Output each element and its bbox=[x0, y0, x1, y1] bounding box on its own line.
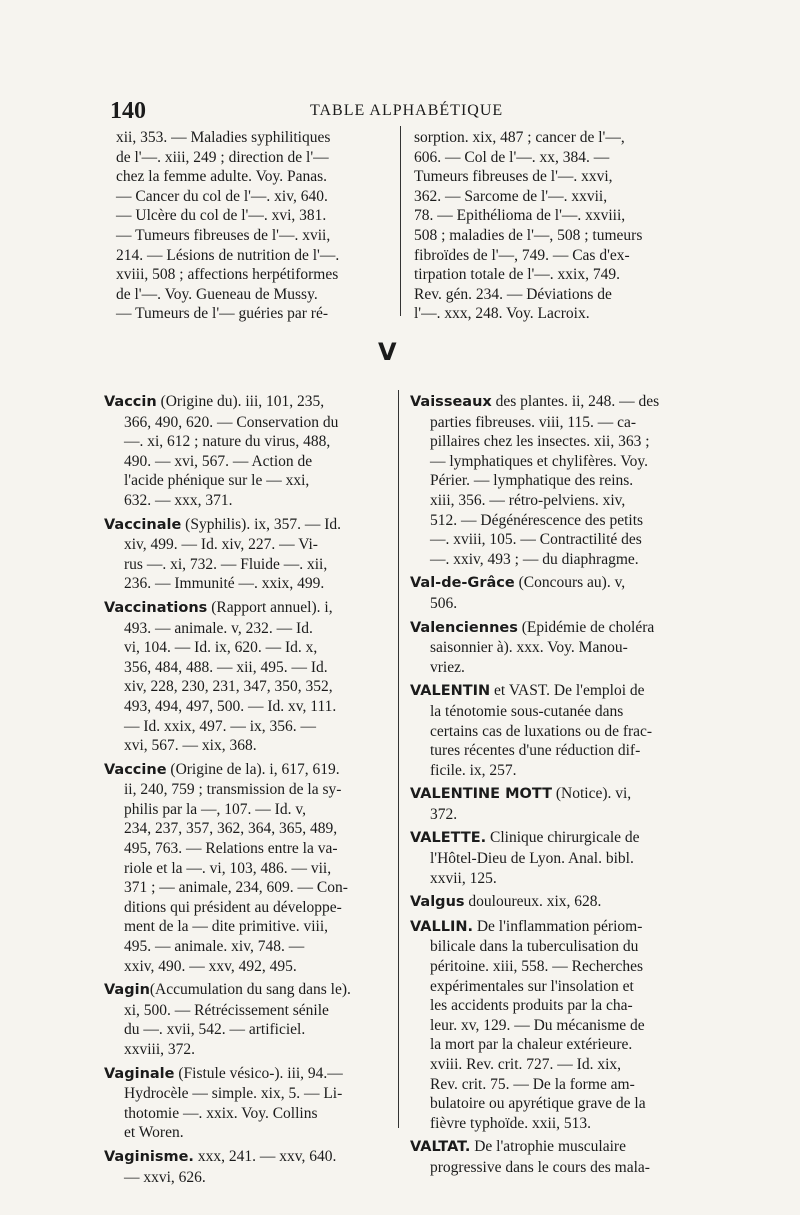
entry-text: bulatoire ou apyrétique grave de la bbox=[430, 1095, 646, 1113]
entry-text: 506. bbox=[430, 594, 458, 612]
entry-text: thotomie —. xxix. Voy. Collins bbox=[124, 1104, 318, 1122]
entry-line bbox=[410, 1075, 659, 1095]
entry-text: (Syphilis). ix, 357. — Id. bbox=[181, 515, 342, 533]
text-line: — Tumeurs fibreuses de l'—. xvii, bbox=[116, 226, 331, 244]
text-line: 214. — Lésions de nutrition de l'—. bbox=[116, 246, 340, 264]
index-entry bbox=[410, 1137, 659, 1177]
running-title: TABLE ALPHABÉTIQUE bbox=[310, 102, 504, 119]
entry-line bbox=[104, 1001, 351, 1021]
entry-line bbox=[410, 1035, 659, 1055]
entry-line bbox=[104, 452, 351, 472]
entry-text: Clinique chirurgicale de bbox=[486, 829, 640, 847]
entry-line bbox=[410, 1114, 659, 1134]
entry-text: ficile. ix, 257. bbox=[430, 761, 517, 779]
entry-text: expérimentales sur l'insolation et bbox=[430, 977, 634, 995]
index-entry bbox=[410, 573, 659, 613]
entry-text: pillaires chez les insectes. xii, 363 ; bbox=[430, 433, 650, 451]
entry-line bbox=[410, 550, 659, 570]
entry-line bbox=[410, 1016, 659, 1036]
text-line: xviii, 508 ; affections herpétiformes bbox=[116, 266, 339, 284]
entry-headword: Vaccinations bbox=[104, 599, 208, 616]
entry-headword: Vaginale bbox=[104, 1065, 175, 1082]
entry-line bbox=[104, 859, 351, 879]
entry-text: et Woren. bbox=[124, 1124, 184, 1142]
right-entries-column bbox=[410, 392, 659, 1182]
entry-text: (Rapport annuel). i, bbox=[207, 598, 333, 616]
entry-text: rus —. xi, 732. — Fluide —. xii, bbox=[124, 555, 328, 573]
index-entry bbox=[410, 828, 659, 888]
text-line: tirpation totale de l'—. xxix, 749. bbox=[414, 266, 620, 284]
entry-line bbox=[104, 697, 351, 717]
text-line: 606. — Col de l'—. xx, 384. — bbox=[414, 148, 610, 166]
entry-text: —. xi, 612 ; nature du virus, 488, bbox=[124, 433, 331, 451]
entry-text: Hydrocèle — simple. xix, 5. — Li- bbox=[124, 1085, 343, 1103]
entry-line bbox=[410, 784, 659, 805]
entry-line bbox=[410, 413, 659, 433]
entry-line bbox=[104, 898, 351, 918]
entry-line bbox=[410, 957, 659, 977]
text-line: fibroïdes de l'—, 749. — Cas d'ex- bbox=[414, 246, 630, 264]
text-line: chez la femme adulte. Voy. Panas. bbox=[116, 168, 328, 186]
entry-headword: Vaisseaux bbox=[410, 394, 492, 410]
entry-text: leur. xv, 129. — Du mécanisme de bbox=[430, 1016, 645, 1034]
entry-line bbox=[410, 741, 659, 761]
entry-line bbox=[104, 1084, 351, 1104]
text-line: xii, 353. — Maladies syphilitiques bbox=[116, 129, 331, 146]
entry-headword: Vaccinale bbox=[104, 516, 182, 533]
entry-text: péritoine. xiii, 558. — Recherches bbox=[430, 958, 644, 976]
entry-line bbox=[104, 1040, 351, 1060]
text-line: de l'—. Voy. Gueneau de Mussy. bbox=[116, 285, 318, 303]
text-line: de l'—. xiii, 249 ; direction de l'— bbox=[116, 148, 329, 166]
entry-line bbox=[410, 1055, 659, 1075]
entry-line bbox=[410, 1137, 659, 1158]
entry-text: xi, 500. — Rétrécissement sénile bbox=[124, 1001, 329, 1019]
entry-text: (Accumulation du sang dans le). bbox=[149, 981, 351, 999]
index-entry bbox=[104, 598, 351, 756]
index-entry bbox=[410, 618, 659, 678]
entry-line bbox=[410, 761, 659, 781]
entry-line bbox=[410, 977, 659, 997]
entry-line bbox=[410, 702, 659, 722]
index-entry bbox=[104, 1064, 351, 1143]
entry-text: les accidents produits par la cha- bbox=[430, 997, 633, 1015]
entry-line bbox=[410, 511, 659, 531]
entry-text: 493. — animale. v, 232. — Id. bbox=[124, 619, 313, 637]
column-divider-top bbox=[400, 126, 401, 316]
entry-text: xiv, 228, 230, 231, 347, 350, 352, bbox=[124, 678, 333, 696]
entry-text: xviii. Rev. crit. 727. — Id. xix, bbox=[430, 1056, 622, 1073]
entry-line bbox=[104, 574, 351, 594]
entry-line bbox=[410, 996, 659, 1016]
entry-headword: Vaccine bbox=[104, 761, 167, 778]
entry-text: 234, 237, 357, 362, 364, 365, 489, bbox=[124, 820, 338, 838]
entry-text: des plantes. ii, 248. — des bbox=[491, 393, 660, 410]
entry-headword: Vaginisme. bbox=[104, 1148, 194, 1165]
entry-line bbox=[410, 594, 659, 614]
entry-text: xiv, 499. — Id. xiv, 227. — Vi- bbox=[124, 536, 318, 554]
entry-text: (Notice). vi, bbox=[551, 785, 632, 803]
entry-text: 493, 494, 497, 500. — Id. xv, 111. bbox=[124, 697, 337, 715]
entry-line bbox=[104, 535, 351, 555]
text-line: l'—. xxx, 248. Voy. Lacroix. bbox=[414, 305, 590, 323]
index-entry bbox=[410, 392, 659, 569]
entry-line bbox=[410, 432, 659, 452]
entry-text: — xxvi, 626. bbox=[124, 1168, 206, 1186]
entry-line bbox=[410, 849, 659, 869]
entry-line bbox=[104, 638, 351, 658]
entry-text: ditions qui président au développe- bbox=[124, 898, 342, 916]
entry-text: xxiv, 490. — xxv, 492, 495. bbox=[124, 957, 297, 975]
entry-line bbox=[104, 937, 351, 957]
text-line: 78. — Epithélioma de l'—. xxviii, bbox=[414, 207, 626, 225]
entry-line bbox=[410, 618, 659, 639]
entry-text: et VAST. De l'emploi de bbox=[490, 682, 645, 700]
entry-text: 495. — animale. xiv, 748. — bbox=[124, 938, 305, 956]
entry-line bbox=[104, 491, 351, 511]
entry-line bbox=[104, 598, 351, 619]
page-header bbox=[110, 98, 702, 122]
entry-line bbox=[104, 1064, 351, 1085]
entry-text: vi, 104. — Id. ix, 620. — Id. x, bbox=[124, 639, 318, 657]
entry-text: xxvii, 125. bbox=[430, 869, 497, 887]
entry-headword: VALENTIN bbox=[410, 683, 491, 700]
entry-text: tures récentes d'une réduction dif- bbox=[430, 742, 641, 760]
entry-headword: VALETTE. bbox=[410, 830, 487, 847]
entry-line bbox=[104, 392, 351, 413]
text-line: Rev. gén. 234. — Déviations de bbox=[414, 285, 612, 303]
entry-headword: Val-de-Grâce bbox=[410, 575, 515, 592]
entry-text: la ténotomie sous-cutanée dans bbox=[430, 702, 624, 720]
entry-text: xvi, 567. — xix, 368. bbox=[124, 737, 257, 755]
entry-line bbox=[410, 658, 659, 678]
entry-text: 236. — Immunité —. xxix, 499. bbox=[124, 575, 325, 593]
entry-text: ii, 240, 759 ; transmission de la sy- bbox=[124, 781, 342, 799]
entry-line bbox=[104, 1020, 351, 1040]
entry-line bbox=[104, 413, 351, 433]
entry-line bbox=[410, 681, 659, 702]
column-divider-bottom bbox=[398, 390, 399, 1128]
entry-text: Rev. crit. 75. — De la forme am- bbox=[430, 1075, 635, 1093]
index-entry bbox=[410, 681, 659, 780]
entry-line bbox=[104, 800, 351, 820]
page-number: 140 bbox=[110, 98, 146, 124]
entry-line bbox=[104, 658, 351, 678]
top-right-column bbox=[414, 128, 642, 324]
entry-line bbox=[104, 717, 351, 737]
entry-headword: Vaccin bbox=[104, 394, 157, 410]
entry-text: ment de la — dite primitive. viii, bbox=[124, 918, 329, 936]
entry-line bbox=[410, 937, 659, 957]
index-entry bbox=[104, 392, 351, 511]
index-entry bbox=[410, 917, 659, 1134]
entry-line bbox=[104, 515, 351, 536]
text-line: 508 ; maladies de l'—, 508 ; tumeurs bbox=[414, 226, 643, 244]
entry-headword: Valenciennes bbox=[410, 619, 518, 636]
text-line: — Cancer du col de l'—. xiv, 640. bbox=[116, 187, 328, 205]
entry-text: vriez. bbox=[430, 658, 465, 676]
entry-text: du —. xvii, 542. — artificiel. bbox=[124, 1021, 306, 1039]
entry-text: l'Hôtel-Dieu de Lyon. Anal. bibl. bbox=[430, 850, 634, 868]
entry-text: Périer. — lymphatique des reins. bbox=[430, 472, 634, 490]
entry-line bbox=[104, 619, 351, 639]
text-line: 362. — Sarcome de l'—. xxvii, bbox=[414, 187, 608, 205]
text-line: Tumeurs fibreuses de l'—. xxvi, bbox=[414, 168, 613, 186]
entry-text: parties fibreuses. viii, 115. — ca- bbox=[430, 413, 637, 431]
entry-text: — lymphatiques et chylifères. Voy. bbox=[430, 452, 648, 470]
entry-line bbox=[104, 736, 351, 756]
entry-text: 512. — Dégénérescence des petits bbox=[430, 511, 644, 529]
entry-line bbox=[410, 530, 659, 550]
entry-text: fièvre typhoïde. xxii, 513. bbox=[430, 1114, 591, 1132]
index-entry bbox=[104, 1147, 351, 1187]
entry-text: xiii, 356. — rétro-pelviens. xiv, bbox=[430, 491, 626, 509]
entry-text: (Fistule vésico-). iii, 94.— bbox=[174, 1064, 343, 1082]
entry-line bbox=[410, 638, 659, 658]
entry-line bbox=[104, 1123, 351, 1143]
text-line: — Tumeurs de l'— guéries par ré- bbox=[116, 305, 329, 323]
entry-text: xxx, 241. — xxv, 640. bbox=[193, 1147, 337, 1165]
entry-line bbox=[410, 869, 659, 889]
index-entry bbox=[410, 784, 659, 824]
entry-line bbox=[104, 1168, 351, 1188]
entry-text: (Origine du). iii, 101, 235, bbox=[156, 393, 325, 410]
entry-text: —. xxiv, 493 ; — du diaphragme. bbox=[430, 550, 639, 568]
entry-headword: VALENTINE MOTT bbox=[410, 786, 552, 803]
top-left-column bbox=[116, 128, 339, 324]
entry-line bbox=[410, 917, 659, 938]
entry-line bbox=[104, 555, 351, 575]
index-entry bbox=[104, 980, 351, 1059]
entry-text: 366, 490, 620. — Conservation du bbox=[124, 413, 339, 431]
index-entry bbox=[104, 760, 351, 977]
entry-headword: VALTAT. bbox=[410, 1139, 471, 1156]
index-entry bbox=[104, 515, 351, 594]
entry-line bbox=[104, 780, 351, 800]
entry-line bbox=[104, 1104, 351, 1124]
entry-text: progressive dans le cours des mala- bbox=[430, 1158, 650, 1176]
entry-line bbox=[410, 828, 659, 849]
entry-text: philis par la —, 107. — Id. v, bbox=[124, 800, 306, 818]
entry-line bbox=[104, 432, 351, 452]
entry-line bbox=[410, 1094, 659, 1114]
entry-headword: Valgus bbox=[410, 894, 465, 911]
entry-text: l'acide phénique sur le — xxi, bbox=[124, 472, 310, 490]
entry-text: 495, 763. — Relations entre la va- bbox=[124, 840, 338, 858]
entry-line bbox=[410, 1158, 659, 1178]
entry-line bbox=[410, 573, 659, 594]
entry-line bbox=[104, 839, 351, 859]
entry-line bbox=[104, 878, 351, 898]
entry-line bbox=[410, 491, 659, 511]
entry-text: De l'inflammation périom- bbox=[472, 917, 643, 935]
entry-line bbox=[104, 819, 351, 839]
entry-text: —. xviii, 105. — Contractilité des bbox=[430, 531, 642, 549]
entry-text: (Epidémie de choléra bbox=[517, 618, 655, 636]
text-line: sorption. xix, 487 ; cancer de l'—, bbox=[414, 129, 625, 146]
entry-line bbox=[104, 677, 351, 697]
entry-line bbox=[104, 760, 351, 781]
entry-text: 632. — xxx, 371. bbox=[124, 491, 233, 509]
entry-line bbox=[104, 1147, 351, 1168]
entry-text: xxviii, 372. bbox=[124, 1041, 196, 1058]
entry-line bbox=[104, 471, 351, 491]
entry-text: (Origine de la). i, 617, 619. bbox=[166, 760, 340, 778]
entry-text: De l'atrophie musculaire bbox=[470, 1138, 626, 1156]
entry-text: certains cas de luxations ou de frac- bbox=[430, 722, 653, 740]
entry-line bbox=[410, 452, 659, 472]
entry-line bbox=[410, 392, 659, 413]
entry-text: 371 ; — animale, 234, 609. — Con- bbox=[124, 879, 348, 897]
entry-line bbox=[410, 722, 659, 742]
entry-text: 356, 484, 488. — xii, 495. — Id. bbox=[124, 658, 328, 676]
entry-text: 490. — xvi, 567. — Action de bbox=[124, 452, 313, 470]
text-line: — Ulcère du col de l'—. xvi, 381. bbox=[116, 207, 327, 225]
entry-text: saisonnier à). xxx. Voy. Manou- bbox=[430, 639, 628, 657]
left-entries-column bbox=[104, 392, 351, 1191]
section-letter: V bbox=[378, 338, 397, 366]
entry-line bbox=[410, 805, 659, 825]
entry-line bbox=[104, 980, 351, 1001]
index-entry bbox=[410, 892, 659, 913]
entry-text: douloureux. xix, 628. bbox=[464, 893, 602, 911]
entry-text: riole et la —. vi, 103, 486. — vii, bbox=[124, 859, 332, 877]
entry-line bbox=[104, 957, 351, 977]
entry-headword: Vagin bbox=[104, 982, 150, 999]
entry-headword: VALLIN. bbox=[410, 918, 473, 935]
entry-text: bilicale dans la tuberculisation du bbox=[430, 938, 639, 956]
entry-text: (Concours au). v, bbox=[514, 574, 626, 592]
entry-line bbox=[410, 471, 659, 491]
entry-line bbox=[410, 892, 659, 913]
entry-text: la mort par la chaleur extérieure. bbox=[430, 1036, 633, 1054]
entry-text: 372. bbox=[430, 805, 458, 823]
entry-text: — Id. xxix, 497. — ix, 356. — bbox=[124, 717, 317, 735]
entry-line bbox=[104, 917, 351, 937]
